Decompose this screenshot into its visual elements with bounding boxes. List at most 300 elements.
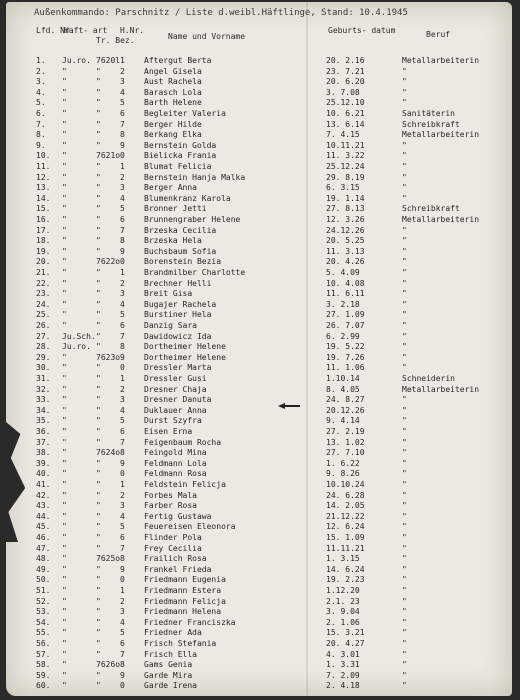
row-number: 8. <box>36 130 46 140</box>
haft-art-cell: " <box>62 617 67 627</box>
name-cell: Friedmann Helena <box>144 607 222 617</box>
occupation-cell: " <box>402 501 407 511</box>
birth-date-cell: 10. 4.08 <box>326 278 365 288</box>
number-cell: 8 <box>120 236 125 246</box>
row-number: 9. <box>36 140 46 150</box>
name-cell: Feingold Mina <box>144 448 207 458</box>
haft-art-cell: " <box>62 236 67 246</box>
number-cell: 9 <box>120 140 125 150</box>
haft-art-cell: " <box>62 469 67 479</box>
name-cell: Brunnengraber Helene <box>144 215 241 224</box>
name-cell: Dressler Gusi <box>144 374 207 383</box>
transport-cell: " <box>96 321 101 330</box>
table-row <box>6 597 512 607</box>
name-cell: Angel Gisela <box>144 66 202 76</box>
birth-date-cell: 29. 8.19 <box>326 172 365 182</box>
haft-art-cell: " <box>62 193 67 203</box>
transport-cell: " <box>96 586 101 595</box>
birth-date-cell: 14. 2.05 <box>326 501 365 511</box>
row-number: 31. <box>36 374 51 383</box>
transport-cell: " <box>96 670 101 680</box>
table-row <box>6 618 512 628</box>
haft-art-cell: " <box>62 533 67 542</box>
row-number: 48. <box>36 554 51 564</box>
birth-date-cell: 3. 9.04 <box>326 607 360 617</box>
row-number: 3. <box>36 77 46 87</box>
birth-date-cell: 1.12.20 <box>326 586 360 595</box>
table-row <box>6 607 512 617</box>
table-row <box>6 671 512 681</box>
number-cell: 3 <box>120 607 125 617</box>
number-cell: 7 <box>120 437 125 447</box>
occupation-cell: " <box>402 639 407 648</box>
birth-date-cell: 20. 2.16 <box>326 56 365 65</box>
number-cell: 7 <box>120 119 125 129</box>
table-row <box>6 321 512 331</box>
haft-art-cell: " <box>62 215 67 224</box>
transport-cell: " <box>96 331 101 341</box>
haft-art-cell: " <box>62 522 67 532</box>
table-row <box>6 353 512 363</box>
haft-art-cell: " <box>62 501 67 511</box>
haft-art-cell: " <box>62 681 67 691</box>
haft-art-cell: " <box>62 321 67 330</box>
row-number: 38. <box>36 448 51 458</box>
occupation-cell: " <box>402 448 407 458</box>
transport-cell: " <box>96 395 101 405</box>
name-cell: Brzeska Cecilia <box>144 225 217 235</box>
occupation-cell: Sanitäterin <box>402 109 455 118</box>
transport-cell: " <box>96 66 101 76</box>
name-cell: Bugajer Rachela <box>144 299 217 309</box>
name-cell: Dortheimer Helene <box>144 352 226 362</box>
row-number: 56. <box>36 639 51 648</box>
birth-date-cell: 6. 3.15 <box>326 183 360 193</box>
table-row <box>6 628 512 638</box>
name-cell: Aust Rachela <box>144 77 202 87</box>
name-cell: Feldmann Lola <box>144 458 207 468</box>
number-cell: 7 <box>120 225 125 235</box>
document-header: Außenkommando: Parschnitz / Liste d.weibl.Häftlinge, Stand: 10.4.1945 <box>34 8 408 18</box>
column-header-date: Geburts- datum <box>328 26 396 35</box>
transport-cell: 7621o <box>96 151 121 161</box>
table-row <box>6 469 512 479</box>
number-cell: 2 <box>120 384 125 394</box>
table-row <box>6 88 512 98</box>
name-cell: Frisch Ella <box>144 649 197 659</box>
transport-cell: " <box>96 109 101 118</box>
occupation-cell: " <box>402 681 407 691</box>
transport-cell: " <box>96 501 101 511</box>
name-cell: Blumenkranz Karola <box>144 193 231 203</box>
row-number: 11. <box>36 162 51 171</box>
table-row <box>6 300 512 310</box>
haft-art-cell: " <box>62 363 67 373</box>
number-cell: 4 <box>120 87 125 97</box>
column-header-transport: Tr. Bez. <box>96 36 135 45</box>
number-cell: 2 <box>120 596 125 606</box>
transport-cell: " <box>96 183 101 193</box>
haft-art-cell: " <box>62 109 67 118</box>
occupation-cell: " <box>402 416 407 426</box>
name-cell: Dortheimer Helene <box>144 342 226 352</box>
birth-date-cell: 26. 7.07 <box>326 321 365 330</box>
table-row <box>6 173 512 183</box>
number-cell: 6 <box>120 427 125 436</box>
transport-cell: " <box>96 162 101 171</box>
table-row <box>6 416 512 426</box>
transport-cell: " <box>96 310 101 320</box>
birth-date-cell: 21.12.22 <box>326 511 365 521</box>
row-number: 59. <box>36 670 51 680</box>
number-cell: 7 <box>120 331 125 341</box>
birth-date-cell: 10.11.21 <box>326 140 365 150</box>
row-number: 29. <box>36 352 51 362</box>
name-cell: Aftergut Berta <box>144 56 212 65</box>
occupation-cell: " <box>402 607 407 617</box>
name-cell: Friedner Ada <box>144 628 202 638</box>
birth-date-cell: 4. 3.01 <box>326 649 360 659</box>
table-row <box>6 406 512 416</box>
table-row <box>6 236 512 246</box>
transport-cell: " <box>96 522 101 532</box>
occupation-cell: " <box>402 480 407 489</box>
table-row <box>6 448 512 458</box>
birth-date-cell: 10. 6.21 <box>326 109 365 118</box>
number-cell: 3 <box>120 289 125 299</box>
transport-cell: 7623o <box>96 352 121 362</box>
row-number: 43. <box>36 501 51 511</box>
birth-date-cell: 5. 4.09 <box>326 268 360 277</box>
haft-art-cell: " <box>62 564 67 574</box>
row-number: 20. <box>36 257 51 267</box>
name-cell: Feldmann Rosa <box>144 469 207 479</box>
haft-art-cell: " <box>62 246 67 256</box>
birth-date-cell: 8. 4.05 <box>326 384 360 394</box>
name-cell: Flinder Pola <box>144 533 202 542</box>
row-number: 1. <box>36 56 46 65</box>
number-cell: 0 <box>120 363 125 373</box>
haft-art-cell: " <box>62 140 67 150</box>
name-cell: Duklauer Anna <box>144 405 207 415</box>
column-header-job: Beruf <box>426 30 451 39</box>
transport-cell: " <box>96 374 101 383</box>
row-number: 14. <box>36 193 51 203</box>
row-number: 24. <box>36 299 51 309</box>
transport-cell: " <box>96 342 101 352</box>
birth-date-cell: 12. 3.26 <box>326 215 365 224</box>
transport-cell: 7624o <box>96 448 121 458</box>
row-number: 28. <box>36 342 51 352</box>
name-cell: Brechner Helli <box>144 278 212 288</box>
table-row <box>6 427 512 437</box>
birth-date-cell: 20. 5.25 <box>326 236 365 246</box>
haft-art-cell: Ju.Sch. <box>62 331 96 341</box>
row-number: 47. <box>36 543 51 553</box>
row-number: 36. <box>36 427 51 436</box>
table-row <box>6 151 512 161</box>
number-cell: 3 <box>120 395 125 405</box>
name-cell: Garde Mira <box>144 670 193 680</box>
haft-art-cell: " <box>62 384 67 394</box>
name-cell: Friedmann Estera <box>144 586 222 595</box>
number-cell: 5 <box>120 628 125 638</box>
number-cell: 0 <box>120 469 125 479</box>
occupation-cell: " <box>402 405 407 415</box>
row-number: 15. <box>36 204 51 214</box>
birth-date-cell: 2.1. 23 <box>326 596 360 606</box>
number-cell: 0 <box>120 681 125 691</box>
name-cell: Bernstein Hanja Malka <box>144 172 246 182</box>
row-number: 54. <box>36 617 51 627</box>
row-number: 32. <box>36 384 51 394</box>
row-number: 17. <box>36 225 51 235</box>
name-cell: Friedmann Felicja <box>144 596 226 606</box>
table-row <box>6 639 512 649</box>
transport-cell: " <box>96 193 101 203</box>
row-number: 18. <box>36 236 51 246</box>
birth-date-cell: 14. 6.24 <box>326 564 365 574</box>
occupation-cell: " <box>402 321 407 330</box>
table-row <box>6 438 512 448</box>
name-cell: Burstiner Hela <box>144 310 212 320</box>
name-cell: Danzig Sara <box>144 321 197 330</box>
haft-art-cell: " <box>62 490 67 500</box>
birth-date-cell: 25.12.24 <box>326 162 365 171</box>
row-number: 22. <box>36 278 51 288</box>
occupation-cell: " <box>402 564 407 574</box>
row-number: 39. <box>36 458 51 468</box>
occupation-cell: Metallarbeiterin <box>402 215 480 224</box>
row-number: 26. <box>36 321 51 330</box>
name-cell: Dresner Danuta <box>144 395 212 405</box>
transport-cell: " <box>96 268 101 277</box>
number-cell: 2 <box>120 278 125 288</box>
transport-cell: " <box>96 204 101 214</box>
number-cell: 6 <box>120 215 125 224</box>
occupation-cell: " <box>402 617 407 627</box>
number-cell: 8 <box>120 554 125 564</box>
row-number: 51. <box>36 586 51 595</box>
occupation-cell: " <box>402 458 407 468</box>
birth-date-cell: 2. 1.06 <box>326 617 360 627</box>
name-cell: Barth Helene <box>144 98 202 108</box>
birth-date-cell: 11. 6.11 <box>326 289 365 299</box>
birth-date-cell: 19. 2.23 <box>326 575 365 585</box>
occupation-cell: " <box>402 649 407 659</box>
birth-date-cell: 2. 4.18 <box>326 681 360 691</box>
transport-cell: " <box>96 469 101 479</box>
table-row <box>6 660 512 670</box>
haft-art-cell: " <box>62 183 67 193</box>
table-row <box>6 120 512 130</box>
haft-art-cell: " <box>62 458 67 468</box>
transport-cell: 7626o <box>96 660 121 670</box>
haft-art-cell: " <box>62 628 67 638</box>
occupation-cell: " <box>402 289 407 299</box>
name-cell: Forbes Mala <box>144 490 197 500</box>
birth-date-cell: 19. 5.22 <box>326 342 365 352</box>
birth-date-cell: 1. 3.15 <box>326 554 360 564</box>
transport-cell: " <box>96 130 101 140</box>
transport-cell: " <box>96 639 101 648</box>
number-cell: 1 <box>120 480 125 489</box>
occupation-cell: " <box>402 596 407 606</box>
table-row <box>6 512 512 522</box>
occupation-cell: " <box>402 299 407 309</box>
transport-cell: " <box>96 596 101 606</box>
haft-art-cell: " <box>62 352 67 362</box>
haft-art-cell: " <box>62 586 67 595</box>
name-cell: Feldstein Felicja <box>144 480 226 489</box>
transport-cell: " <box>96 543 101 553</box>
occupation-cell: " <box>402 511 407 521</box>
birth-date-cell: 1. 3.31 <box>326 660 360 670</box>
number-cell: 9 <box>120 670 125 680</box>
table-row <box>6 130 512 140</box>
number-cell: 4 <box>120 193 125 203</box>
transport-cell: " <box>96 681 101 691</box>
birth-date-cell: 25.12.10 <box>326 98 365 108</box>
birth-date-cell: 11.11.21 <box>326 543 365 553</box>
occupation-cell: " <box>402 151 407 161</box>
table-row <box>6 77 512 87</box>
table-row <box>6 109 512 119</box>
table-row <box>6 575 512 585</box>
column-header-haftart: Haft- art <box>64 26 108 35</box>
row-number: 2. <box>36 66 46 76</box>
table-row <box>6 554 512 564</box>
transport-cell: " <box>96 278 101 288</box>
transport-cell: " <box>96 511 101 521</box>
birth-date-cell: 3. 7.08 <box>326 87 360 97</box>
haft-art-cell: " <box>62 98 67 108</box>
occupation-cell: " <box>402 575 407 585</box>
haft-art-cell: " <box>62 289 67 299</box>
haft-art-cell: " <box>62 649 67 659</box>
table-row <box>6 204 512 214</box>
table-row <box>6 681 512 691</box>
number-cell: 5 <box>120 310 125 320</box>
table-row <box>6 247 512 257</box>
row-number: 27. <box>36 331 51 341</box>
number-cell: 5 <box>120 522 125 532</box>
haft-art-cell: " <box>62 374 67 383</box>
occupation-cell: " <box>402 670 407 680</box>
number-cell: 4 <box>120 617 125 627</box>
row-number: 21. <box>36 268 51 277</box>
number-cell: 1 <box>120 374 125 383</box>
number-cell: 5 <box>120 416 125 426</box>
number-cell: 9 <box>120 458 125 468</box>
haft-art-cell: " <box>62 162 67 171</box>
haft-art-cell: " <box>62 448 67 458</box>
haft-art-cell: " <box>62 151 67 161</box>
haft-art-cell: " <box>62 480 67 489</box>
occupation-cell: " <box>402 193 407 203</box>
name-cell: Frankel Frieda <box>144 564 212 574</box>
table-row <box>6 522 512 532</box>
number-cell: 3 <box>120 183 125 193</box>
row-number: 57. <box>36 649 51 659</box>
column-header-nr: H.Nr. <box>120 26 145 35</box>
table-row <box>6 650 512 660</box>
number-cell: 9 <box>120 246 125 256</box>
occupation-cell: " <box>402 363 407 373</box>
number-cell: 9 <box>120 352 125 362</box>
table-row <box>6 257 512 267</box>
table-row <box>6 480 512 490</box>
number-cell: 8 <box>120 130 125 140</box>
birth-date-cell: 20.12.26 <box>326 405 365 415</box>
row-number: 13. <box>36 183 51 193</box>
name-cell: Durst Szyfra <box>144 416 202 426</box>
name-cell: Feigenbaum Rocha <box>144 437 222 447</box>
name-cell: Blumat Felicia <box>144 162 212 171</box>
table-row <box>6 194 512 204</box>
table-row <box>6 586 512 596</box>
transport-cell: " <box>96 458 101 468</box>
birth-date-cell: 20. 6.20 <box>326 77 365 87</box>
transport-cell: " <box>96 77 101 87</box>
birth-date-cell: 7. 4.15 <box>326 130 360 140</box>
haft-art-cell: " <box>62 77 67 87</box>
name-cell: Gams Genia <box>144 660 193 670</box>
haft-art-cell: " <box>62 119 67 129</box>
table-row <box>6 565 512 575</box>
occupation-cell: " <box>402 342 407 352</box>
haft-art-cell: " <box>62 607 67 617</box>
number-cell: 0 <box>120 151 125 161</box>
birth-date-cell: 24. 8.27 <box>326 395 365 405</box>
number-cell: 6 <box>120 639 125 648</box>
hand-drawn-arrow <box>278 403 300 409</box>
name-cell: Brandmilber Charlotte <box>144 268 246 277</box>
occupation-cell: Schreibkraft <box>402 204 460 214</box>
occupation-cell: " <box>402 236 407 246</box>
number-cell: 9 <box>120 564 125 574</box>
row-number: 25. <box>36 310 51 320</box>
transport-cell: " <box>96 363 101 373</box>
transport-cell: " <box>96 405 101 415</box>
row-number: 58. <box>36 660 51 670</box>
name-cell: Berkang Elka <box>144 130 202 140</box>
name-cell: Frisch Stefania <box>144 639 217 648</box>
table-row <box>6 533 512 543</box>
birth-date-cell: 9. 4.14 <box>326 416 360 426</box>
transport-cell: " <box>96 480 101 489</box>
table-row <box>6 491 512 501</box>
table-row <box>6 459 512 469</box>
haft-art-cell: Ju.ro. <box>62 342 91 352</box>
birth-date-cell: 10.10.24 <box>326 480 365 489</box>
birth-date-cell: 27. 7.10 <box>326 448 365 458</box>
table-row <box>6 310 512 320</box>
haft-art-cell: " <box>62 204 67 214</box>
birth-date-cell: 19. 7.26 <box>326 352 365 362</box>
table-row <box>6 332 512 342</box>
row-number: 34. <box>36 405 51 415</box>
haft-art-cell: " <box>62 416 67 426</box>
name-cell: Eisen Erna <box>144 427 193 436</box>
transport-cell: " <box>96 617 101 627</box>
birth-date-cell: 1. 6.22 <box>326 458 360 468</box>
occupation-cell: " <box>402 140 407 150</box>
birth-date-cell: 11. 3.13 <box>326 246 365 256</box>
birth-date-cell: 13. 1.02 <box>326 437 365 447</box>
number-cell: 4 <box>120 511 125 521</box>
name-cell: Borenstein Bezia <box>144 257 222 267</box>
